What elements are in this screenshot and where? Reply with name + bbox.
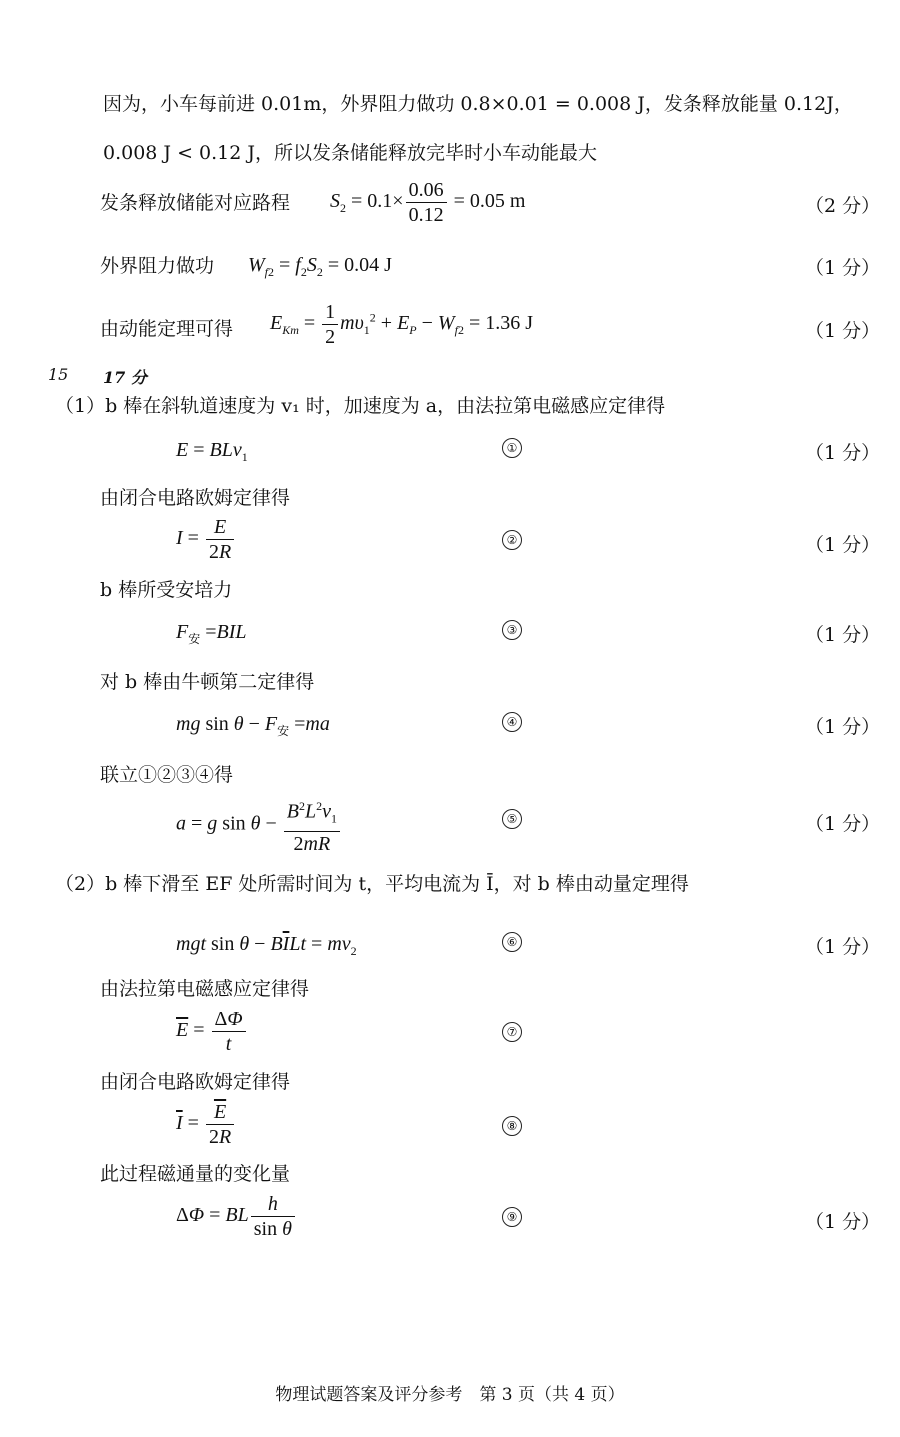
- text-faraday-2: 由法拉第电磁感应定律得: [100, 978, 310, 1000]
- eq3: $F_安 =BIL$: [176, 621, 247, 646]
- text-ampere: b 棒所受安培力: [100, 579, 233, 601]
- wf-label: 外界阻力做功: [100, 255, 215, 277]
- text-ohm-2: 由闭合电路欧姆定律得: [100, 1071, 291, 1093]
- ek-label: 由动能定理可得: [100, 318, 234, 340]
- text-flux: 此过程磁通量的变化量: [100, 1163, 291, 1185]
- eq6: mgt $\sin \theta - B\overline{I}Lt = mv_2$: [176, 933, 357, 958]
- marker-2: ②: [502, 530, 522, 550]
- score-eq9: （1 分）: [805, 1211, 881, 1233]
- ek-formula: $E_{Km}$ = $\frac{1}{2}$ $m\upsilon_1^2 + E_P - W_{f2} = 1.36$ J: [270, 301, 533, 348]
- score-eq3: （1 分）: [805, 624, 881, 646]
- question-points: 17 分: [103, 368, 147, 387]
- text-line-1: 因为，小车每前进 0.01m，外界阻力做功 0.8×0.01 = 0.008 J，发条释放能量 0.12J，: [103, 93, 853, 115]
- eq8: $\overline{I}$ = $\frac{\overline{E}}{2R}$: [176, 1100, 236, 1149]
- text-line-2: 0.008 J < 0.12 J，所以发条储能释放完毕时小车动能最大: [103, 142, 598, 164]
- text-combine: 联立①②③④得: [100, 764, 234, 786]
- eq4: mg $\sin \theta - F_安 =ma$: [176, 713, 330, 738]
- part2-intro: （2）b 棒下滑至 EF 处所需时间为 t，平均电流为 Ī，对 b 棒由动量定理得: [55, 873, 689, 895]
- marker-5: ⑤: [502, 809, 522, 829]
- score-eq2: （1 分）: [805, 534, 881, 556]
- s2-den: 0.12: [408, 204, 444, 226]
- s2-num: 0.06: [406, 178, 447, 203]
- marker-8: ⑧: [502, 1116, 522, 1136]
- s2-result: = 0.05 m: [448, 190, 526, 213]
- s2-formula: $S_2 = 0.1\times$ $\frac{0.06}{0.12}$ = 0.05 m: [330, 179, 526, 226]
- eq7: $\overline{E}$ = $\frac{\Delta\Phi}{t}$: [176, 1007, 248, 1056]
- eq5: a = g sin θ − $\frac{B^2L^2v_1}{2mR}$: [176, 794, 342, 856]
- score-ek: （1 分）: [805, 320, 881, 342]
- text-newton: 对 b 棒由牛顿第二定律得: [100, 671, 315, 693]
- score-eq1: （1 分）: [805, 442, 881, 464]
- marker-9: ⑨: [502, 1207, 522, 1227]
- score-eq6: （1 分）: [805, 936, 881, 958]
- score-eq4: （1 分）: [805, 716, 881, 738]
- eq2: I = $\frac{E}{2R}$: [176, 515, 236, 564]
- marker-1: ①: [502, 438, 522, 458]
- score-wf: （1 分）: [805, 257, 881, 279]
- marker-7: ⑦: [502, 1022, 522, 1042]
- text-ohm-1: 由闭合电路欧姆定律得: [100, 487, 291, 509]
- marker-4: ④: [502, 712, 522, 732]
- eq1: E = BLv$_1$: [176, 439, 248, 464]
- eq9: ΔΦ = BL $\frac{h}{\text{sin θ}}$: [176, 1192, 297, 1241]
- marker-3: ③: [502, 620, 522, 640]
- part1-intro: （1）b 棒在斜轨道速度为 v₁ 时，加速度为 a，由法拉第电磁感应定律得: [55, 395, 666, 417]
- question-number: 15: [48, 365, 69, 384]
- score-eq5: （1 分）: [805, 813, 881, 835]
- page-footer: 物理试题答案及评分参考 第 3 页（共 4 页）: [275, 1385, 625, 1405]
- s2-label: 发条释放储能对应路程: [100, 192, 291, 214]
- wf-formula: $W_{f2} = f_2S_2 = 0.04$ J: [248, 254, 392, 279]
- marker-6: ⑥: [502, 932, 522, 952]
- score-s2: （2 分）: [805, 195, 881, 217]
